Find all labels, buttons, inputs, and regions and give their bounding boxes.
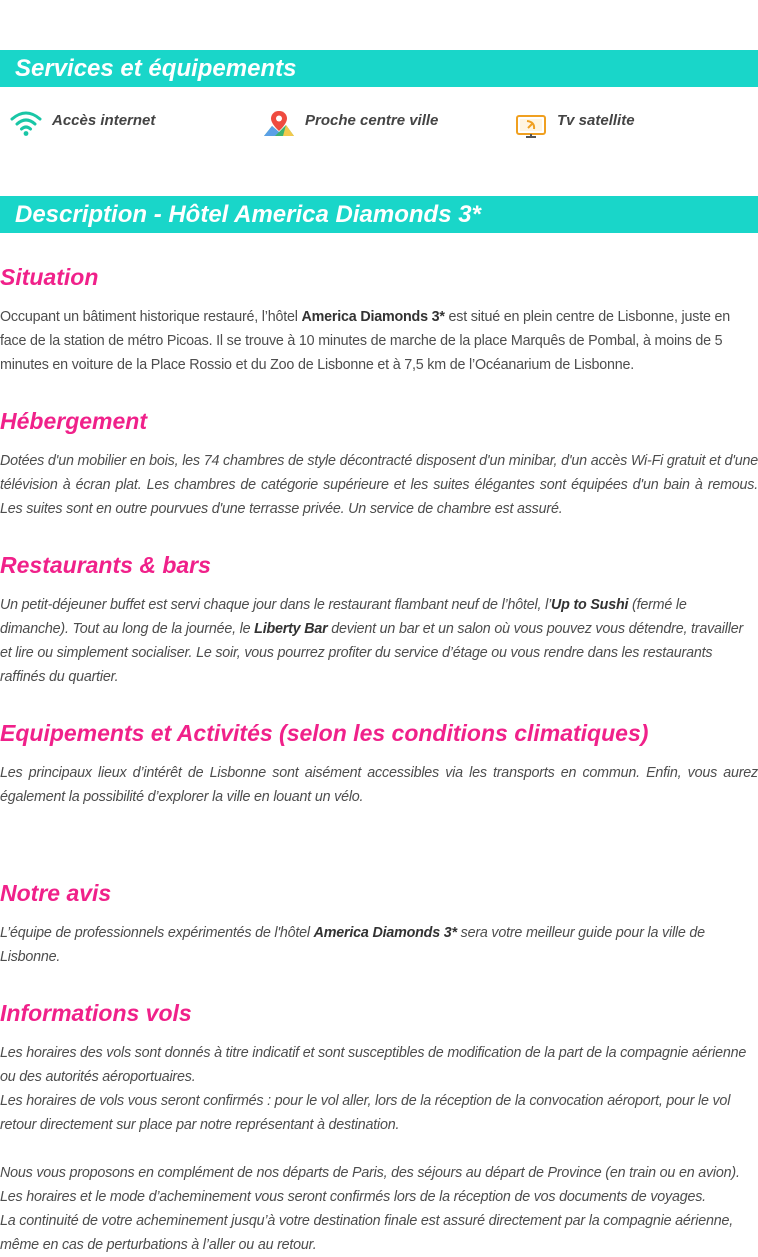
service-item-tv: [515, 108, 635, 140]
equipements-text: Les principaux lieux d’intérêt de Lisbonne sont aisément accessibles via les transports en commun. Enfin, vous aurez également la possibilité d’explorer la ville en louant un vélo.: [0, 765, 758, 805]
map-pin-icon: [263, 108, 295, 140]
vols-text: [0, 1041, 758, 1257]
service-item-center: [263, 108, 438, 140]
vols-line: Nous vous proposons en complément de nos départs de Paris, des séjours au départ de Province (en train ou en avion).: [0, 1165, 740, 1181]
description-section-title: Description - Hôtel America Diamonds 3*: [0, 196, 758, 233]
service-label: Accès internet: [52, 111, 156, 129]
hotel-name: America Diamonds 3*: [301, 309, 445, 325]
hebergement-heading: Hébergement: [0, 408, 147, 434]
spacer: [0, 1137, 758, 1161]
avis-text: L’équipe de professionnels expérimentés de l'hôtel America Diamonds 3* sera votre meilleur guide pour la ville de Lisbonne.: [0, 925, 705, 965]
services-section-title: Services et équipements: [0, 50, 758, 87]
service-item-internet: [10, 108, 155, 140]
restaurants-heading: Restaurants & bars: [0, 552, 211, 578]
satellite-tv-icon: [515, 108, 547, 140]
hebergement-text: Dotées d'un mobilier en bois, les 74 chambres de style décontracté disposent d'un minibar, d'un accès Wi-Fi gratuit et d'une télévision à écran plat. Les chambres de catégorie supérieure et les suites élégantes sont équipées d'un bain à remous. Les suites sont en outre pourvues d'une terrasse privée. Un service de chambre est assuré.: [0, 453, 758, 517]
vols-line: La continuité de votre acheminement jusqu’à votre destination finale est assuré directement par la compagnie aérienne, même en cas de perturbations à l’aller ou au retour.: [0, 1213, 733, 1253]
situation-text: Occupant un bâtiment historique restauré, l’hôtel America Diamonds 3* est situé en plein centre de Lisbonne, juste en face de la station de métro Picoas. Il se trouve à 10 minutes de marche de la place Marquês de Pombal, à moins de 5 minutes en voiture de la Place Rossio et du Zoo de Lisbonne et à 7,5 km de l’Océanarium de Lisbonne.: [0, 309, 731, 373]
wifi-icon: [10, 108, 42, 140]
situation-heading: Situation: [0, 264, 99, 290]
vols-line: Les horaires de vols vous seront confirmés : pour le vol aller, lors de la réception de la convocation aéroport, pour le vol retour directement sur place par notre représentant à destination.: [0, 1093, 731, 1133]
restaurants-text: Un petit-déjeuner buffet est servi chaque jour dans le restaurant flambant neuf de l’hôtel, l’Up to Sushi (fermé le dimanche). Tout au long de la journée, le Liberty Bar devient un bar et un salon où vous pouvez vous détendre, travailler et lire ou simplement socialiser. Le soir, vous pourrez profiter du service d’étage ou vous rendre dans les restaurants raffinés du quartier.: [0, 597, 744, 685]
service-label: Proche centre ville: [305, 111, 439, 129]
service-label: Tv satellite: [557, 111, 635, 129]
vols-line: Les horaires des vols sont donnés à titre indicatif et sont susceptibles de modification de la part de la compagnie aérienne ou des autorités aéroportuaires.: [0, 1045, 747, 1085]
hotel-name: America Diamonds 3*: [313, 925, 457, 941]
bar-name: Liberty Bar: [254, 621, 328, 637]
vols-line: Les horaires et le mode d’acheminement vous seront confirmés lors de la réception de vos documents de voyages.: [0, 1189, 706, 1205]
restaurant-name: Up to Sushi: [551, 597, 629, 613]
equipements-heading: Equipements et Activités (selon les conditions climatiques): [0, 720, 649, 746]
avis-heading: Notre avis: [0, 880, 112, 906]
services-list: [0, 108, 758, 140]
vols-heading: Informations vols: [0, 1000, 192, 1026]
